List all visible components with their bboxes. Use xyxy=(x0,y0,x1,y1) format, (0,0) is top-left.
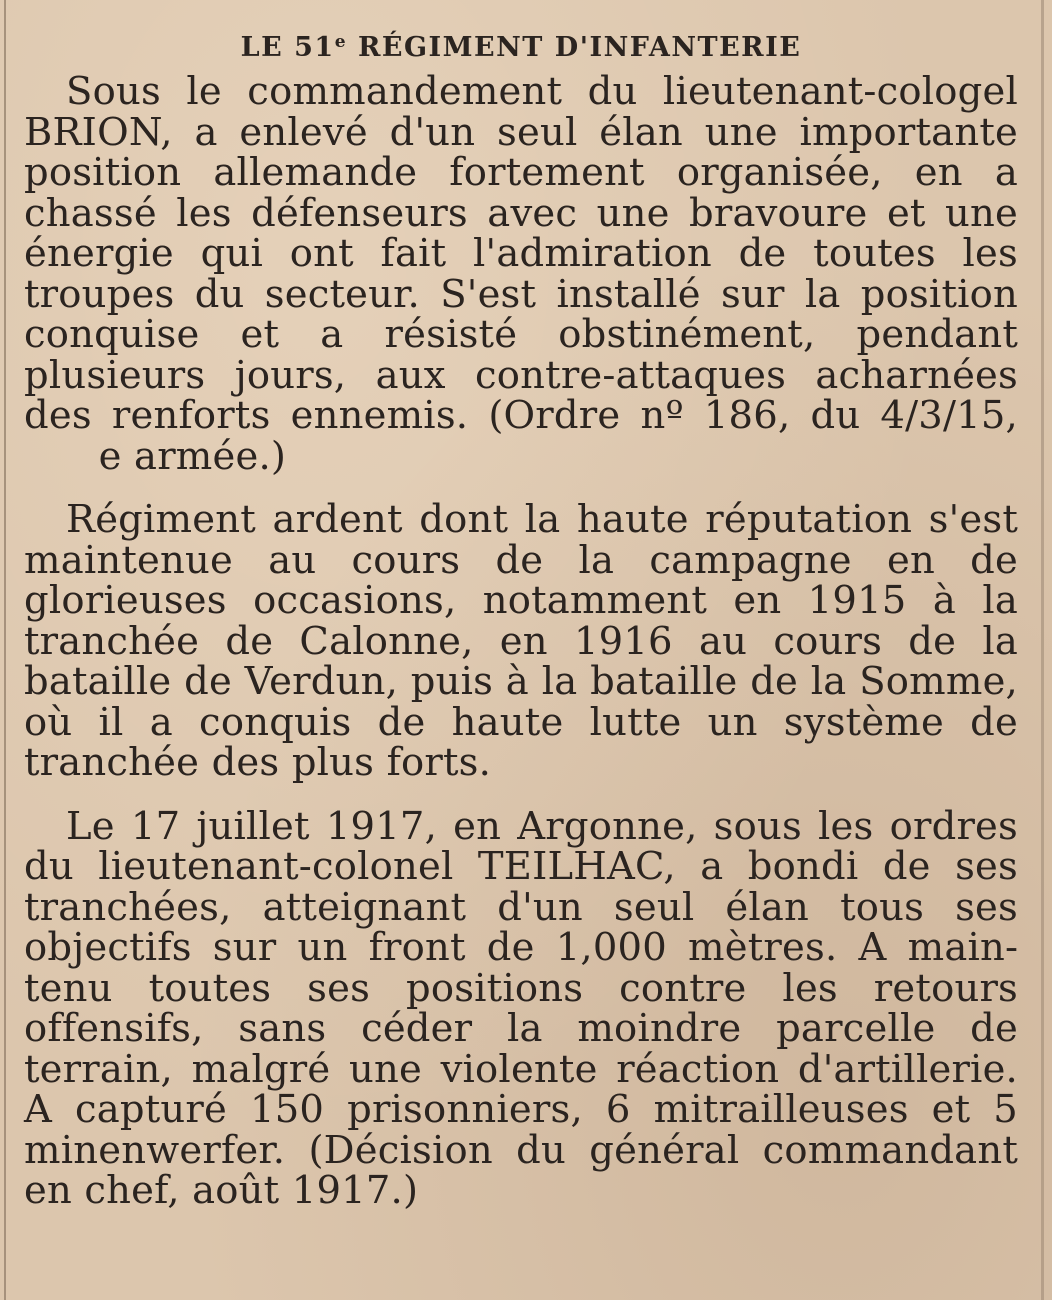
article xyxy=(24,22,1018,1212)
heading-prefix: LE 51 xyxy=(240,32,335,63)
paragraph-citation-1: Sous le commandement du lieutenant-cologel BRION, a enlevé d'un seul élan une importante position allemande fortement organisée, en a chassé les défenseurs avec une bravoure et une énergie qui ont fait l'admiration de toutes les troupes du secteur. S'est installé sur la position conquise et a résisté obstinément, pendant plusieurs jours, aux contre-attaques acharnées des renforts ennemis. (Ordre nº 186, du 4/3/15, e armée.) xyxy=(24,69,1018,479)
article-heading xyxy=(24,22,1018,68)
heading-rest: RÉGIMENT D'INFANTERIE xyxy=(347,32,802,63)
heading-superscript: e xyxy=(334,32,348,52)
paragraph-citation-3: Le 17 juillet 1917, en Argonne, sous les ordres du lieutenant-colonel TEILHAC, a bondi de ses tranchées, atteignant d'un seul élan tous ses objectifs sur un front de 1,000 mètres. A maintenu toutes ses positions contre les retours offensifs, sans céder la moindre parcelle de terrain, malgré une violente réaction d'artillerie. A capturé 150 prisonniers, 6 mitrailleuses et 5 minenwerfer. (Décision du général commandant en chef, août 1917.) xyxy=(24,803,1018,1213)
right-column-rule xyxy=(1041,0,1044,1300)
left-column-rule xyxy=(4,0,6,1300)
paragraph-citation-2: Régiment ardent dont la haute réputation s'est maintenue au cours de la campagne en de glorieuses occasions, notamment en 1915 à la tranchée de Calonne, en 1916 au cours de la bataille de Verdun, puis à la bataille de la Somme, où il a conquis de haute lutte un système de tranchée des plus forts. xyxy=(24,497,1018,785)
